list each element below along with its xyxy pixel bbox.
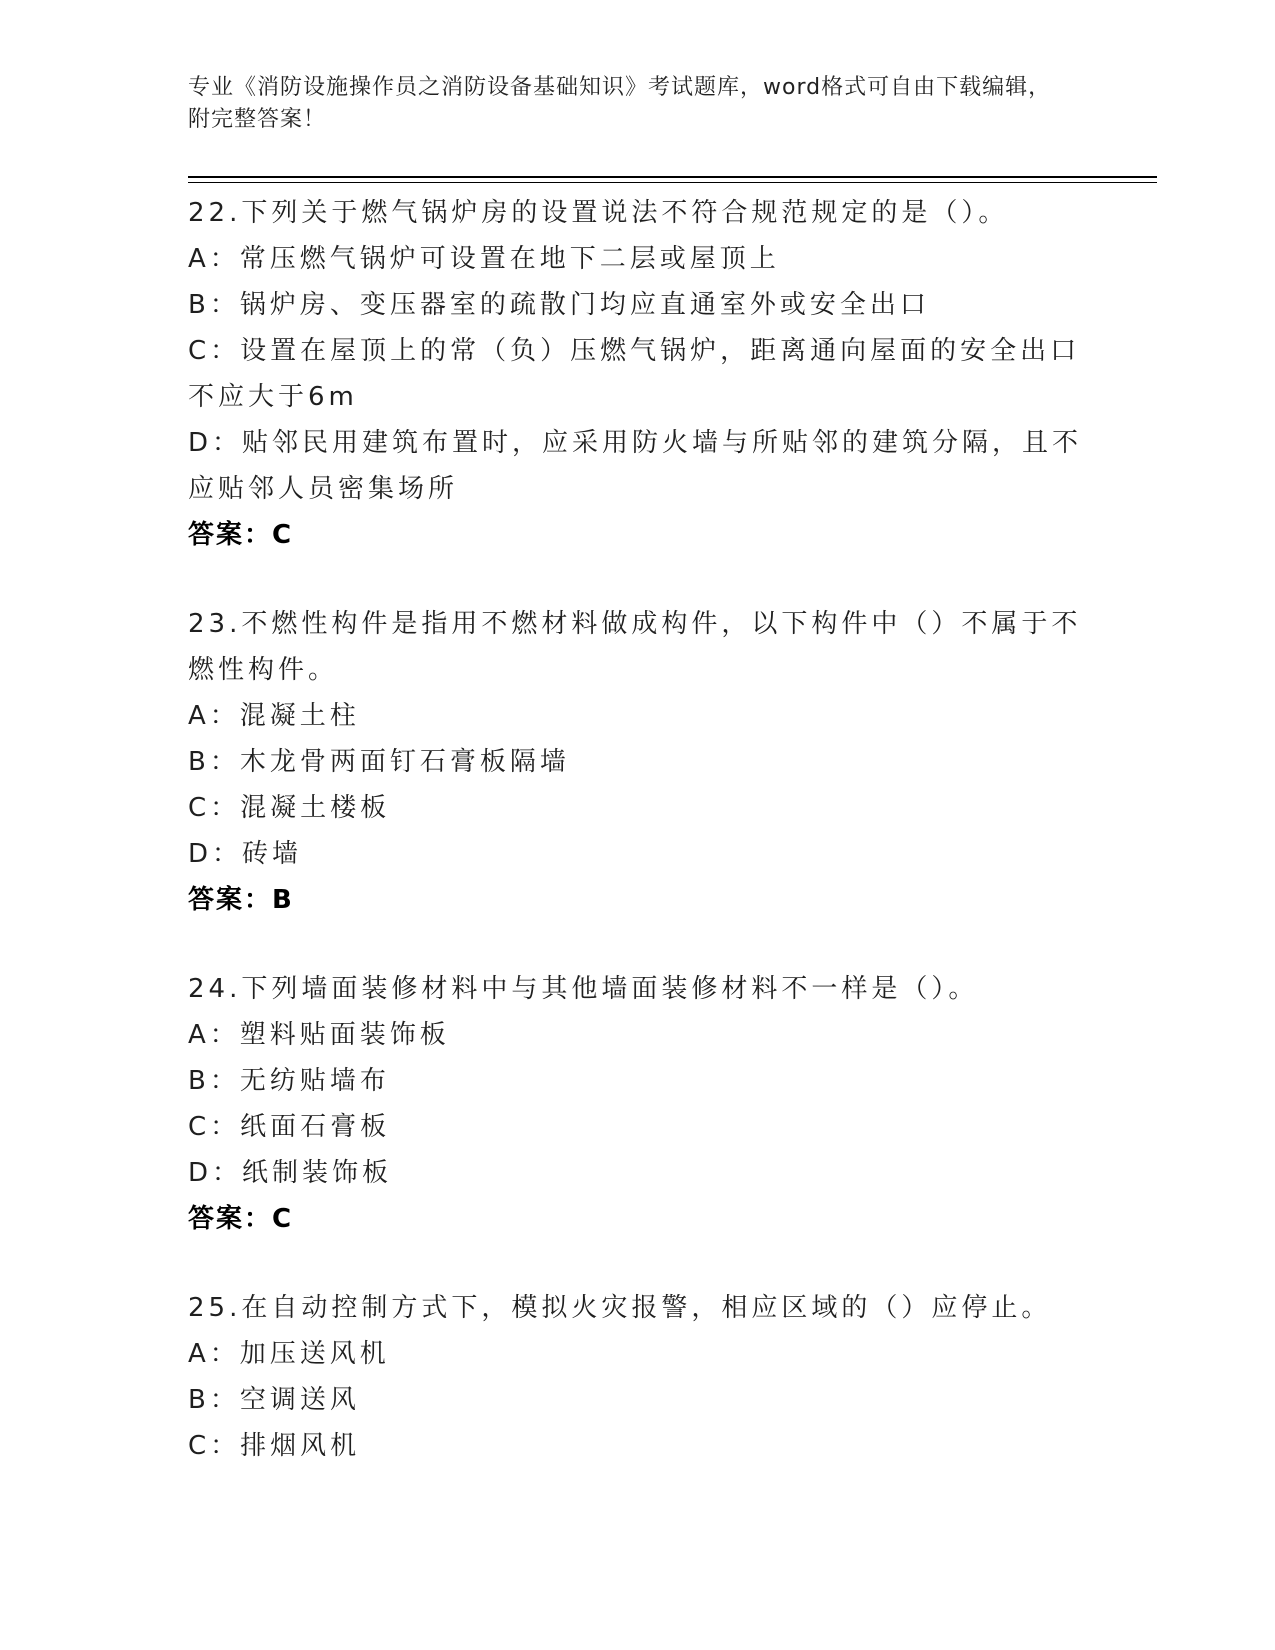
header-divider <box>188 176 1157 178</box>
question-24 <box>188 966 1088 1242</box>
option-c: C：排烟风机 <box>188 1431 361 1461</box>
question-23 <box>188 601 1088 923</box>
question-22 <box>188 190 1088 558</box>
option-a: A：塑料贴面装饰板 <box>188 1020 450 1050</box>
option-c: C：混凝土楼板 <box>188 793 391 823</box>
question-spacer <box>188 1242 1088 1285</box>
option-c: C：纸面石膏板 <box>188 1112 391 1142</box>
question-spacer <box>188 923 1088 966</box>
answer: 答案：B <box>188 885 294 915</box>
option-b: B：木龙骨两面钉石膏板隔墙 <box>188 747 570 777</box>
header-divider-thin <box>188 182 1157 183</box>
question-stem: 22.下列关于燃气锅炉房的设置说法不符合规范规定的是（）。 <box>188 198 1009 228</box>
document-header: 专业《消防设施操作员之消防设备基础知识》考试题库，word格式可自由下载编辑，附完整答案！ <box>188 75 1052 132</box>
answer: 答案：C <box>188 1204 294 1234</box>
answer: 答案：C <box>188 520 294 550</box>
question-25 <box>188 1285 1088 1469</box>
option-a: A：常压燃气锅炉可设置在地下二层或屋顶上 <box>188 244 780 274</box>
option-a: A：混凝土柱 <box>188 701 360 731</box>
option-d: D：贴邻民用建筑布置时，应采用防火墙与所贴邻的建筑分隔，且不应贴邻人员密集场所 <box>188 428 1083 504</box>
question-stem: 23.不燃性构件是指用不燃材料做成构件，以下构件中（）不属于不燃性构件。 <box>188 609 1082 685</box>
option-b: B：无纺贴墙布 <box>188 1066 390 1096</box>
question-spacer <box>188 558 1088 601</box>
question-stem: 25.在自动控制方式下，模拟火灾报警，相应区域的（）应停止。 <box>188 1293 1052 1323</box>
option-b: B：锅炉房、变压器室的疏散门均应直通室外或安全出口 <box>188 290 930 320</box>
option-a: A：加压送风机 <box>188 1339 390 1369</box>
option-d: D：纸制装饰板 <box>188 1158 393 1188</box>
option-b: B：空调送风 <box>188 1385 360 1415</box>
question-stem: 24.下列墙面装修材料中与其他墙面装修材料不一样是（）。 <box>188 974 979 1004</box>
question-list <box>188 190 1088 1469</box>
option-d: D：砖墙 <box>188 839 303 869</box>
option-c: C：设置在屋顶上的常（负）压燃气锅炉，距离通向屋面的安全出口不应大于6m <box>188 336 1081 412</box>
